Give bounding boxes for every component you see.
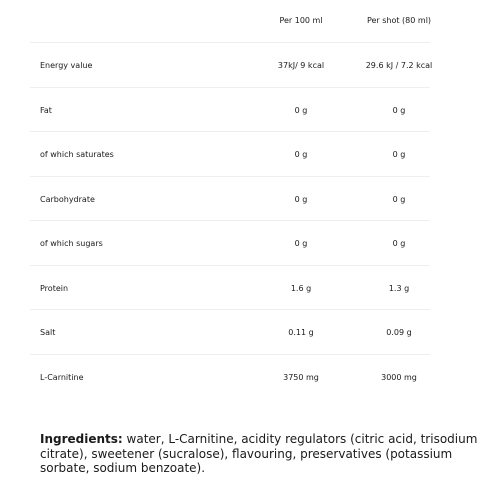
row-label: of which sugars <box>40 239 103 248</box>
ingredients-paragraph <box>40 432 490 476</box>
row-label: Carbohydrate <box>40 194 95 204</box>
row-per-shot: 0.09 g <box>386 328 412 337</box>
table-row <box>30 132 430 177</box>
table-row <box>30 266 430 311</box>
row-per-100ml: 3750 mg <box>283 372 319 382</box>
ingredients-label: Ingredients: <box>40 432 123 446</box>
row-per-shot: 29.6 kJ / 7.2 kcal <box>365 61 433 70</box>
table-row <box>30 355 430 399</box>
header-per-100ml: Per 100 ml <box>279 16 323 25</box>
row-label: L-Carnitine <box>40 372 84 382</box>
nutrition-table-header <box>30 0 430 43</box>
table-row <box>30 43 433 88</box>
row-per-shot: 3000 mg <box>381 372 417 382</box>
row-per-shot: 0 g <box>392 239 406 248</box>
table-row <box>30 310 430 355</box>
row-per-100ml: 0 g <box>294 194 308 204</box>
row-per-shot: 1.3 g <box>388 283 410 293</box>
row-per-100ml: 0.11 g <box>288 328 314 337</box>
table-row <box>30 177 430 222</box>
row-per-shot: 0 g <box>392 194 406 204</box>
row-label: Protein <box>40 283 69 293</box>
row-per-100ml: 0 g <box>294 239 308 248</box>
header-per-shot: Per shot (80 ml) <box>366 16 432 25</box>
table-row <box>30 221 430 266</box>
row-per-shot: 0 g <box>392 105 406 115</box>
row-label: Fat <box>40 105 52 115</box>
nutrition-table <box>30 0 433 398</box>
row-label: of which saturates <box>40 150 114 159</box>
ingredients-text: water, L-Carnitine, acidity regulators (citric acid, trisodium citrate), sweetener (sucralose), flavouring, preservatives (potassium sorbate, sodium benzoate). <box>40 432 478 475</box>
row-label: Energy value <box>40 61 93 70</box>
table-row <box>30 88 430 133</box>
row-label: Salt <box>40 328 56 337</box>
row-per-100ml: 0 g <box>294 105 308 115</box>
row-per-100ml: 0 g <box>294 150 308 159</box>
row-per-shot: 0 g <box>392 150 406 159</box>
row-per-100ml: 37kJ/ 9 kcal <box>277 61 325 70</box>
row-per-100ml: 1.6 g <box>290 283 312 293</box>
